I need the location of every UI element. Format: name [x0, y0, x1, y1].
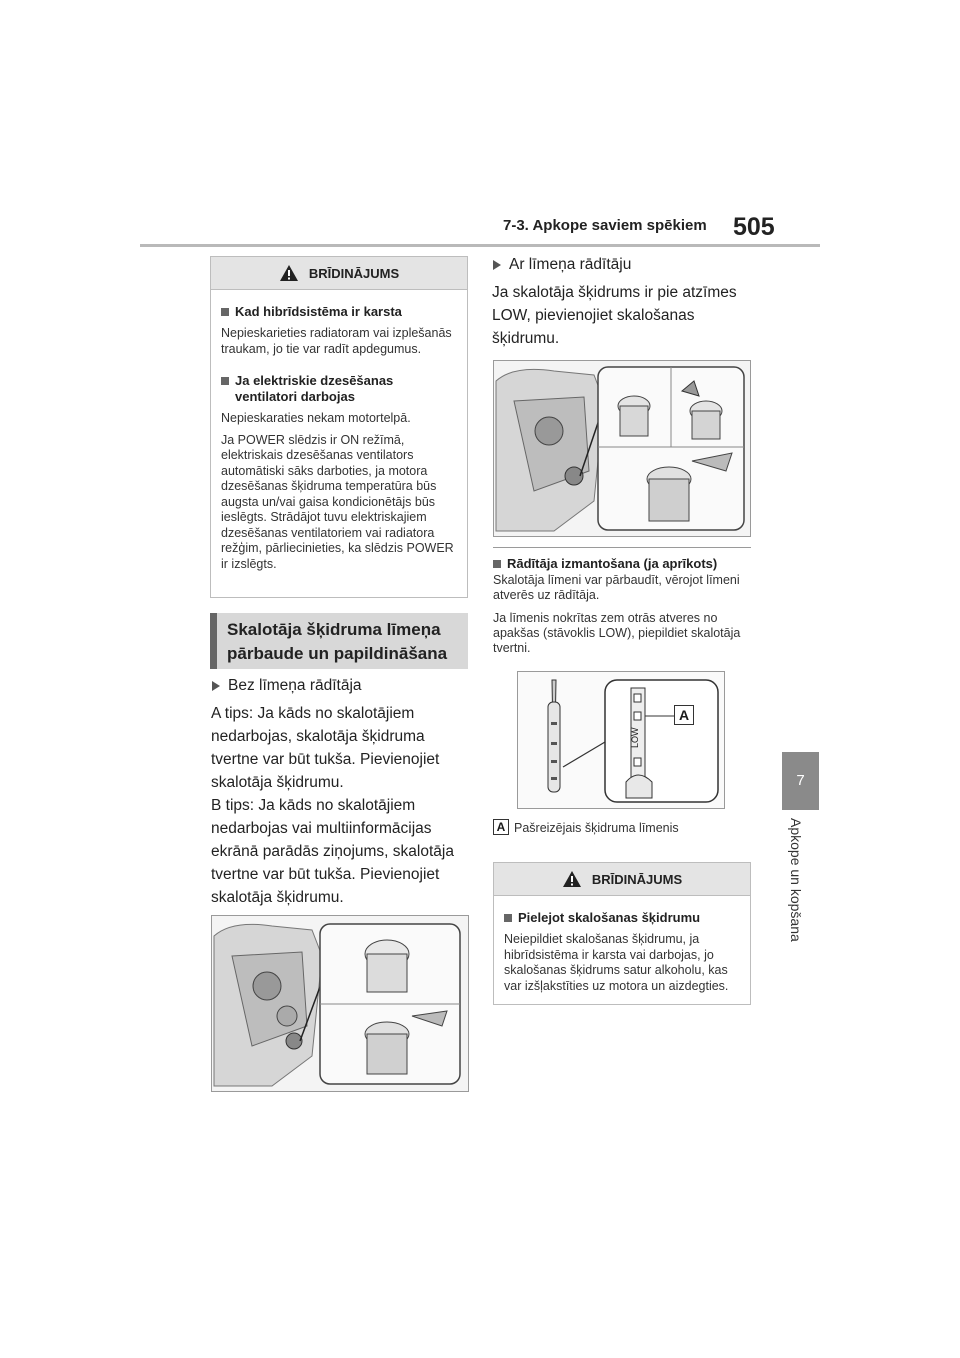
gauge-text-1: Skalotāja līmeni var pārbaudīt, vērojot līmeni atverēs uz rādītāja.	[493, 573, 740, 602]
warning-icon	[562, 870, 582, 888]
section-title: Skalotāja šķidruma līmeņa pārbaude un papildināšana	[210, 613, 468, 669]
square-bullet-icon	[504, 914, 512, 922]
paragraph-type-a: A tips: Ja kāds no skalotājiem nedarbojas, skalotāja šķidruma tvertne var būt tukša. Pievienojiet skalotāja šķidrumu.	[211, 705, 440, 791]
dipstick-illustration	[518, 672, 724, 808]
warning-item-heading: Kad hibrīdsistēma ir karsta	[221, 304, 457, 320]
warning-item-text: Nepieskarieties radiatoram vai izplešanās traukam, jo tie var radīt apdegumus.	[221, 326, 452, 356]
warning-header	[494, 863, 750, 896]
level-gauge-figure	[517, 671, 725, 809]
engine-illustration	[212, 916, 468, 1091]
paragraph-low-mark: Ja skalotāja šķidrums ir pie atzīmes LOW, pievienojiet skalošanas šķidrumu.	[492, 284, 737, 347]
chapter-tab-number[interactable]: 7	[782, 752, 819, 810]
square-bullet-icon	[493, 560, 501, 568]
triangle-bullet-icon	[493, 260, 501, 270]
gauge-usage-heading: Rādītāja izmantošana (ja aprīkots)	[493, 556, 751, 572]
paragraph-type-b: B tips: Ja kāds no skalotājiem nedarbojas vai multiinformācijas ekrānā parādās ziņojums, skalotāja tvertne var būt tukša. Pievienojiet skalotāja šķidrumu.	[211, 797, 454, 906]
square-bullet-icon	[221, 308, 229, 316]
caption-text: Pašreizējais šķidruma līmenis	[514, 821, 679, 835]
warning-item-text: Nepieskaraties nekam motortelpā.	[221, 411, 411, 425]
gauge-text-2: Ja līmenis nokrītas zem otrās atveres no apakšas (stāvoklis LOW), piepildiet skalotāja tvertni.	[493, 611, 741, 655]
warning-item-heading: Pielejot skalošanas šķidrumu	[504, 910, 740, 926]
warning-item-text: Neiepildiet skalošanas šķidrumu, ja hibrīdsistēma ir karsta vai darbojas, jo skalošanas šķidrums satur alkoholu, kas var izšļakstīties uz motora un aizdegties.	[504, 932, 729, 993]
triangle-bullet-icon	[212, 681, 220, 691]
section-header: 7-3. Apkope saviem spēkiem	[503, 217, 707, 234]
square-bullet-icon	[221, 377, 229, 385]
warning-item-heading: Ja elektriskie dzesēšanas ventilatori darbojas	[221, 373, 457, 405]
engine-illustration	[494, 361, 750, 536]
warning-header	[211, 257, 467, 290]
warning-box-washer	[493, 862, 751, 1005]
warning-title: BRĪDINĀJUMS	[308, 265, 400, 281]
chapter-tab-title-text: Apkope un kopšana	[788, 818, 804, 942]
bullet-no-gauge: Bez līmeņa rādītāja	[212, 677, 362, 695]
chapter-tab-title	[776, 818, 816, 958]
caption-callout-a: A	[493, 819, 509, 835]
reservoir-refill-figure	[493, 360, 751, 537]
callout-a: A	[674, 705, 694, 725]
header-rule	[140, 244, 820, 247]
warning-icon	[279, 264, 299, 282]
engine-reservoir-figure	[211, 915, 469, 1092]
warning-title: BRĪDINĀJUMS	[591, 871, 683, 887]
low-mark-label: LOW	[630, 727, 640, 749]
divider	[493, 547, 751, 548]
bullet-with-gauge: Ar līmeņa rādītāju	[493, 256, 631, 274]
page-number: 505	[733, 213, 775, 241]
warning-item-text: Ja POWER slēdzis ir ON režīmā, elektriskais dzesēšanas ventilators automātiski sāks darboties, ja motora dzesēšanas šķidruma temperatūra būs augsta un/vai gaisa kondicionētājs būs ieslēgts. Strādājot tuvu elektriskajiem dzesēšanas ventilatoriem vai radiatora režģim, pārliecinieties, ka slēdzis POWER ir izslēgts.	[221, 432, 454, 571]
warning-box-hybrid	[210, 256, 468, 598]
